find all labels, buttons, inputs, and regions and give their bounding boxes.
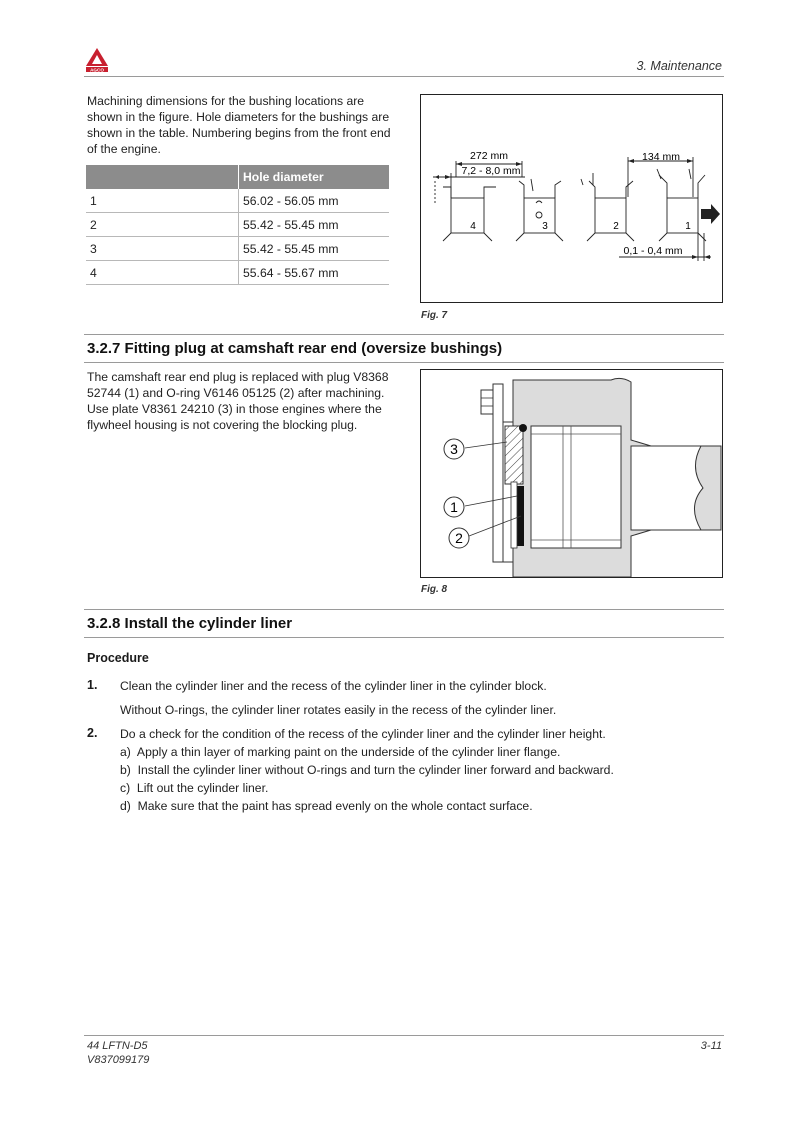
fig7-label-1: 1 <box>685 221 691 232</box>
substep-item: d) Make sure that the paint has spread evenly on the whole contact surface. <box>120 799 533 813</box>
step-number: 2. <box>87 726 98 740</box>
table-cell-diameter: 55.42 - 55.45 mm <box>239 213 390 237</box>
fig7-dim-7-2: 7,2 - 8,0 mm <box>461 165 521 177</box>
substep-item: c) Lift out the cylinder liner. <box>120 781 269 795</box>
section-divider <box>84 362 724 363</box>
table-row <box>86 261 389 285</box>
substep-item: a) Apply a thin layer of marking paint on the underside of the cylinder liner flange. <box>120 745 561 759</box>
section-3-2-7-text: The camshaft rear end plug is replaced with plug V8368 52744 (1) and O-ring V6146 05125 (2) after machining. Use plate V8361 24210 (3) in those engines where the flywheel housing is not covering the blocking plug. <box>87 370 389 432</box>
step-text: Do a check for the condition of the recess of the cylinder liner and the cylinder liner height. <box>120 727 606 741</box>
section-3-2-7-heading: 3.2.7 Fitting plug at camshaft rear end (oversize bushings) <box>87 340 503 357</box>
bushing-block-4 <box>451 198 484 233</box>
section-divider <box>84 609 724 610</box>
table-cell-diameter: 55.64 - 55.67 mm <box>239 261 390 285</box>
bushing-block-2 <box>595 198 626 233</box>
table-row <box>86 213 389 237</box>
substep-item: b) Install the cylinder liner without O-rings and turn the cylinder liner forward and backward. <box>120 763 614 777</box>
section-divider <box>84 334 724 335</box>
table-cell-number: 3 <box>86 237 239 261</box>
fig7-label-4: 4 <box>470 221 476 232</box>
intro-paragraph: Machining dimensions for the bushing locations are shown in the figure. Hole diameters for the bushings are shown in the table. Numbering begins from the front end of the engine. <box>87 94 391 156</box>
header-section-title: 3. Maintenance <box>636 59 722 73</box>
footer-doc-number: V837099179 <box>87 1054 150 1066</box>
figure-7-bushing-dimensions <box>420 94 723 303</box>
figure-8-caption: Fig. 8 <box>421 584 448 595</box>
fig8-callout-1: 1 <box>450 499 458 515</box>
table-cell-number: 1 <box>86 189 239 213</box>
table-row <box>86 237 389 261</box>
figure-8-camshaft-plug <box>420 369 723 578</box>
table-row <box>86 189 389 213</box>
section-divider <box>84 637 724 638</box>
table-cell-number: 4 <box>86 261 239 285</box>
step-text: Clean the cylinder liner and the recess of the cylinder liner in the cylinder block. <box>120 679 547 693</box>
fig7-label-2: 2 <box>613 221 619 232</box>
fig8-callout-2: 2 <box>455 530 463 546</box>
section-3-2-8-heading: 3.2.8 Install the cylinder liner <box>87 615 293 632</box>
footer-divider <box>84 1035 724 1036</box>
figure-7-caption: Fig. 7 <box>421 310 448 321</box>
agco-logo <box>84 46 110 76</box>
table-cell-diameter: 56.02 - 56.05 mm <box>239 189 390 213</box>
bushing-block-3 <box>524 198 555 233</box>
table-cell-number: 2 <box>86 213 239 237</box>
header-divider <box>84 76 724 77</box>
fig7-dim-0-1: 0,1 - 0,4 mm <box>623 245 683 257</box>
procedure-title: Procedure <box>87 651 149 665</box>
footer-model: 44 LFTN-D5 <box>87 1040 148 1052</box>
logo-text: AGCO <box>90 67 104 73</box>
fig7-label-3: 3 <box>542 221 548 232</box>
table-header-cell <box>86 165 239 189</box>
fig7-dim-272: 272 mm <box>470 150 508 162</box>
table-cell-diameter: 55.42 - 55.45 mm <box>239 237 390 261</box>
hole-diameter-table <box>86 165 389 285</box>
table-header-cell: Hole diameter <box>239 165 390 189</box>
bushing-block-1 <box>667 198 698 233</box>
step-note: Without O-rings, the cylinder liner rotates easily in the recess of the cylinder liner. <box>120 703 557 717</box>
fig7-dim-134: 134 mm <box>642 151 680 163</box>
table-header-row <box>86 165 389 189</box>
footer-page-number: 3-11 <box>700 1040 722 1052</box>
step-number: 1. <box>87 678 98 692</box>
fig8-callout-3: 3 <box>450 441 458 457</box>
